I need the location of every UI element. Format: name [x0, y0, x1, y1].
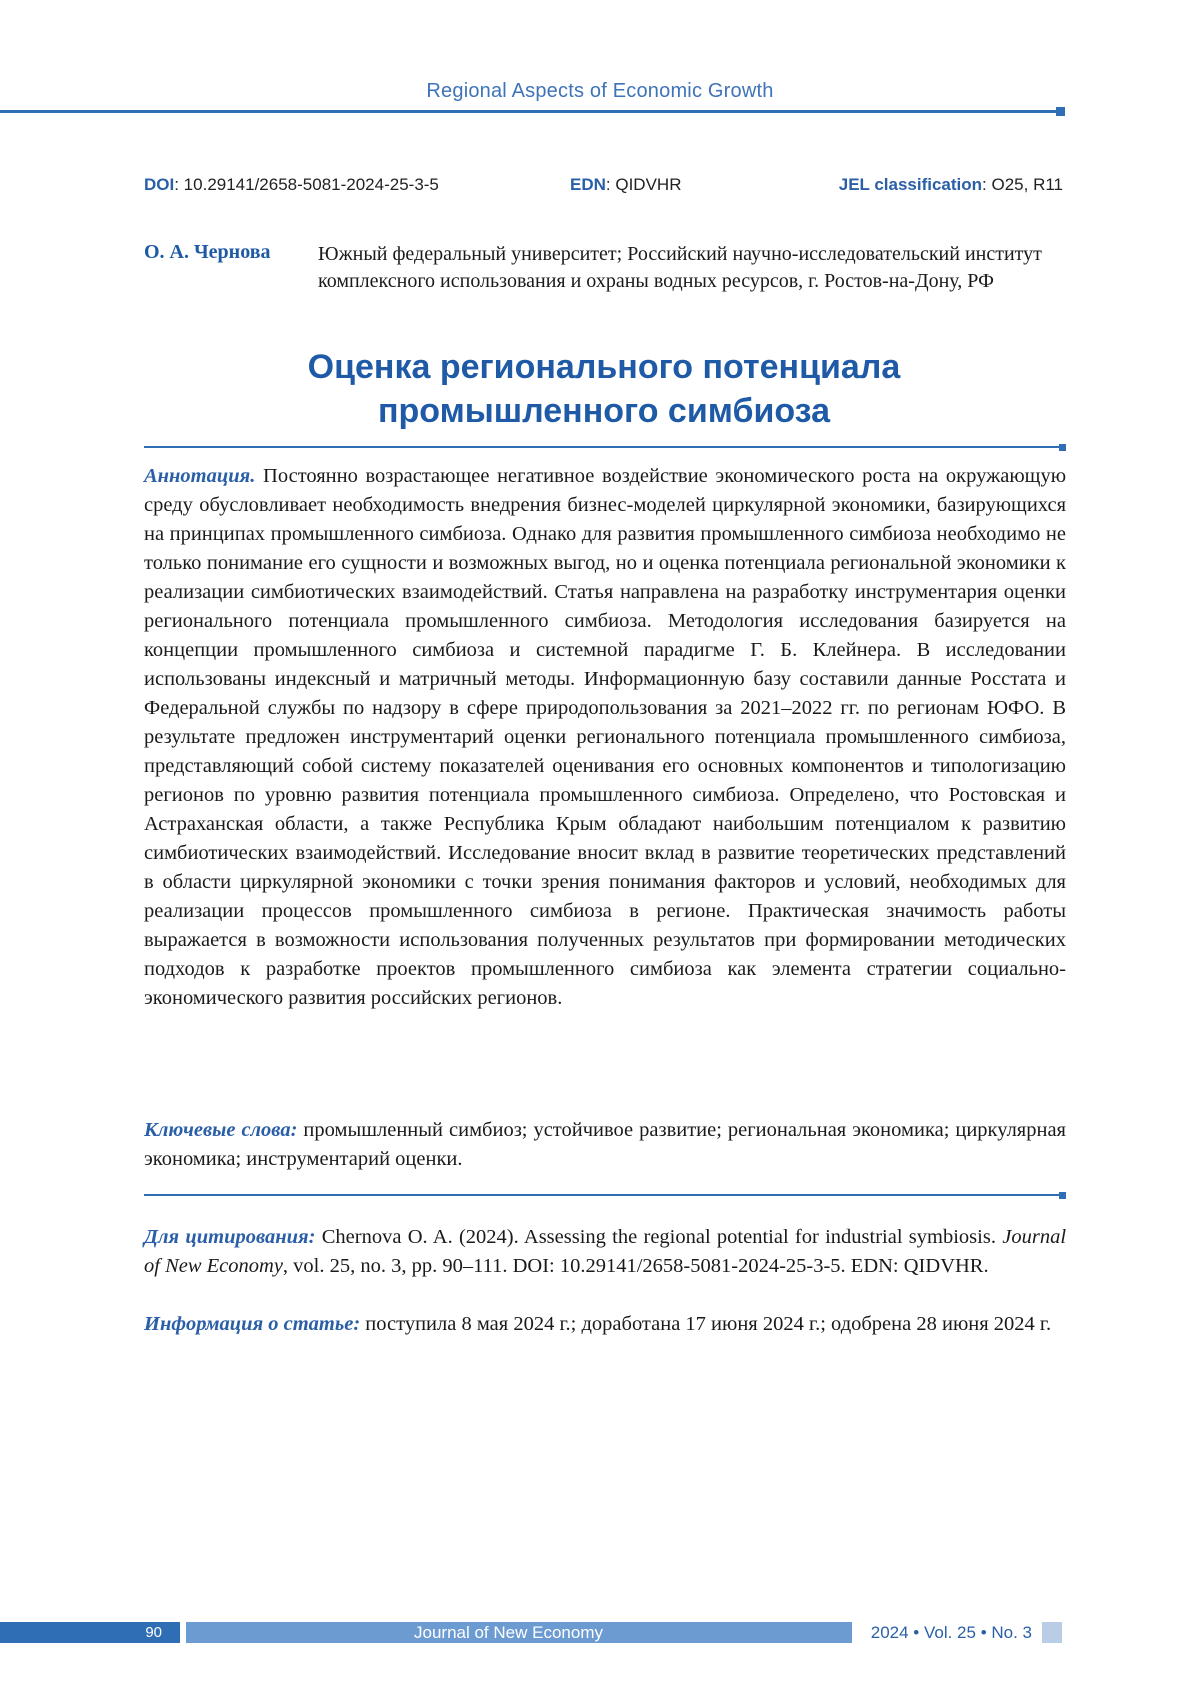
citation-text-before: Chernova O. A. (2024). Assessing the regional potential for industrial symbiosis. [322, 1226, 996, 1248]
article-title [144, 345, 1064, 433]
edn-block [570, 175, 681, 195]
page-number: 90 [0, 1622, 180, 1643]
citation-label: Для цитирования: [144, 1226, 315, 1248]
citation [144, 1223, 1066, 1281]
keywords [144, 1116, 1066, 1174]
article-info-text: поступила 8 мая 2024 г.; доработана 17 июня 2024 г.; одобрена 28 июня 2024 г. [365, 1313, 1051, 1335]
keywords-label: Ключевые слова: [144, 1119, 297, 1141]
doi-value[interactable]: : 10.29141/2658-5081-2024-25-3-5 [174, 175, 439, 194]
doi-block [144, 175, 439, 195]
abstract [144, 462, 1066, 1013]
author-name: О. А. Чернова [144, 241, 271, 264]
citation-text-after: , vol. 25, no. 3, pp. 90–111. DOI: 10.29141/2658-5081-2024-25-3-5. EDN: QIDVHR. [283, 1255, 989, 1277]
abstract-text: Постоянно возрастающее негативное воздействие экономического роста на окружающую среду обусловливает необходимость внедрения бизнес-моделей циркулярной экономики, базирующихся на принципах промышленного симбиоза. Однако для развития промышленного симбиоза необходимо не только понимание его сущности и возможных выгод, но и оценка потенциала региональной экономики к реализации симбиотических взаимодействий. Статья направлена на разработку инструментария оценки регионального потенциала промышленного симбиоза. Методология исследования базируется на концепции промышленного симбиоза и системной парадигме Г. Б. Клейнера. В исследовании использованы индексный и матричный методы. Информационную базу составили данные Росстата и Федеральной службы по надзору в сфере природопользования за 2021–2022 гг. по регионам ЮФО. В результате предложен инструментарий оценки регионального потенциала промышленного симбиоза, представляющий собой систему показателей оценивания его основных компонентов и типологизацию регионов по уровню развития потенциала промышленного симбиоза. Определено, что Ростовская и Астраханская области, а также Республика Крым обладают наибольшим потенциалом к развитию симбиотических взаимодействий. Исследование вносит вклад в развитие теоретических представлений в области циркулярной экономики с точки зрения понимания факторов и условий, необходимых для реализации процессов промышленного симбиоза в регионе. Практическая значимость работы выражается в возможности использования полученных результатов при формировании методических подходов к разработке проектов промышленного симбиоза как элемента стратегии социально-экономического развития российских регионов. [144, 465, 1066, 1009]
title-line-2: промышленного симбиоза [144, 389, 1064, 433]
edn-label: EDN [570, 175, 606, 194]
article-info [144, 1310, 1066, 1339]
running-head: Regional Aspects of Economic Growth [0, 80, 1200, 103]
jel-value: : O25, R11 [982, 175, 1063, 194]
keywords-text: промышленный симбиоз; устойчивое развитие; региональная экономика; циркулярная экономика; инструментарий оценки. [144, 1119, 1066, 1170]
abstract-label: Аннотация. [144, 465, 255, 487]
doi-label: DOI [144, 175, 174, 194]
title-rule [144, 446, 1060, 448]
footer-cap [1042, 1622, 1062, 1643]
title-rule-cap [1059, 444, 1066, 451]
article-info-label: Информация о статье: [144, 1313, 360, 1335]
header-rule-cap [1056, 107, 1065, 116]
header-rule [0, 110, 1056, 113]
jel-label: JEL classification [839, 175, 982, 194]
jel-block [839, 175, 1063, 195]
author-affiliation: Южный федеральный университет; Российский научно-исследовательский институт комплексного использования и охраны водных ресурсов, г. Ростов-на-Дону, РФ [318, 241, 1058, 295]
keywords-rule-cap [1059, 1192, 1066, 1199]
footer-issue: 2024 • Vol. 25 • No. 3 [852, 1622, 1032, 1643]
edn-value: : QIDVHR [606, 175, 682, 194]
keywords-rule [144, 1194, 1060, 1196]
footer-journal-name: Journal of New Economy [186, 1622, 852, 1643]
citation-journal: Journal of New Economy [144, 1226, 1066, 1277]
title-line-1: Оценка регионального потенциала [144, 345, 1064, 389]
